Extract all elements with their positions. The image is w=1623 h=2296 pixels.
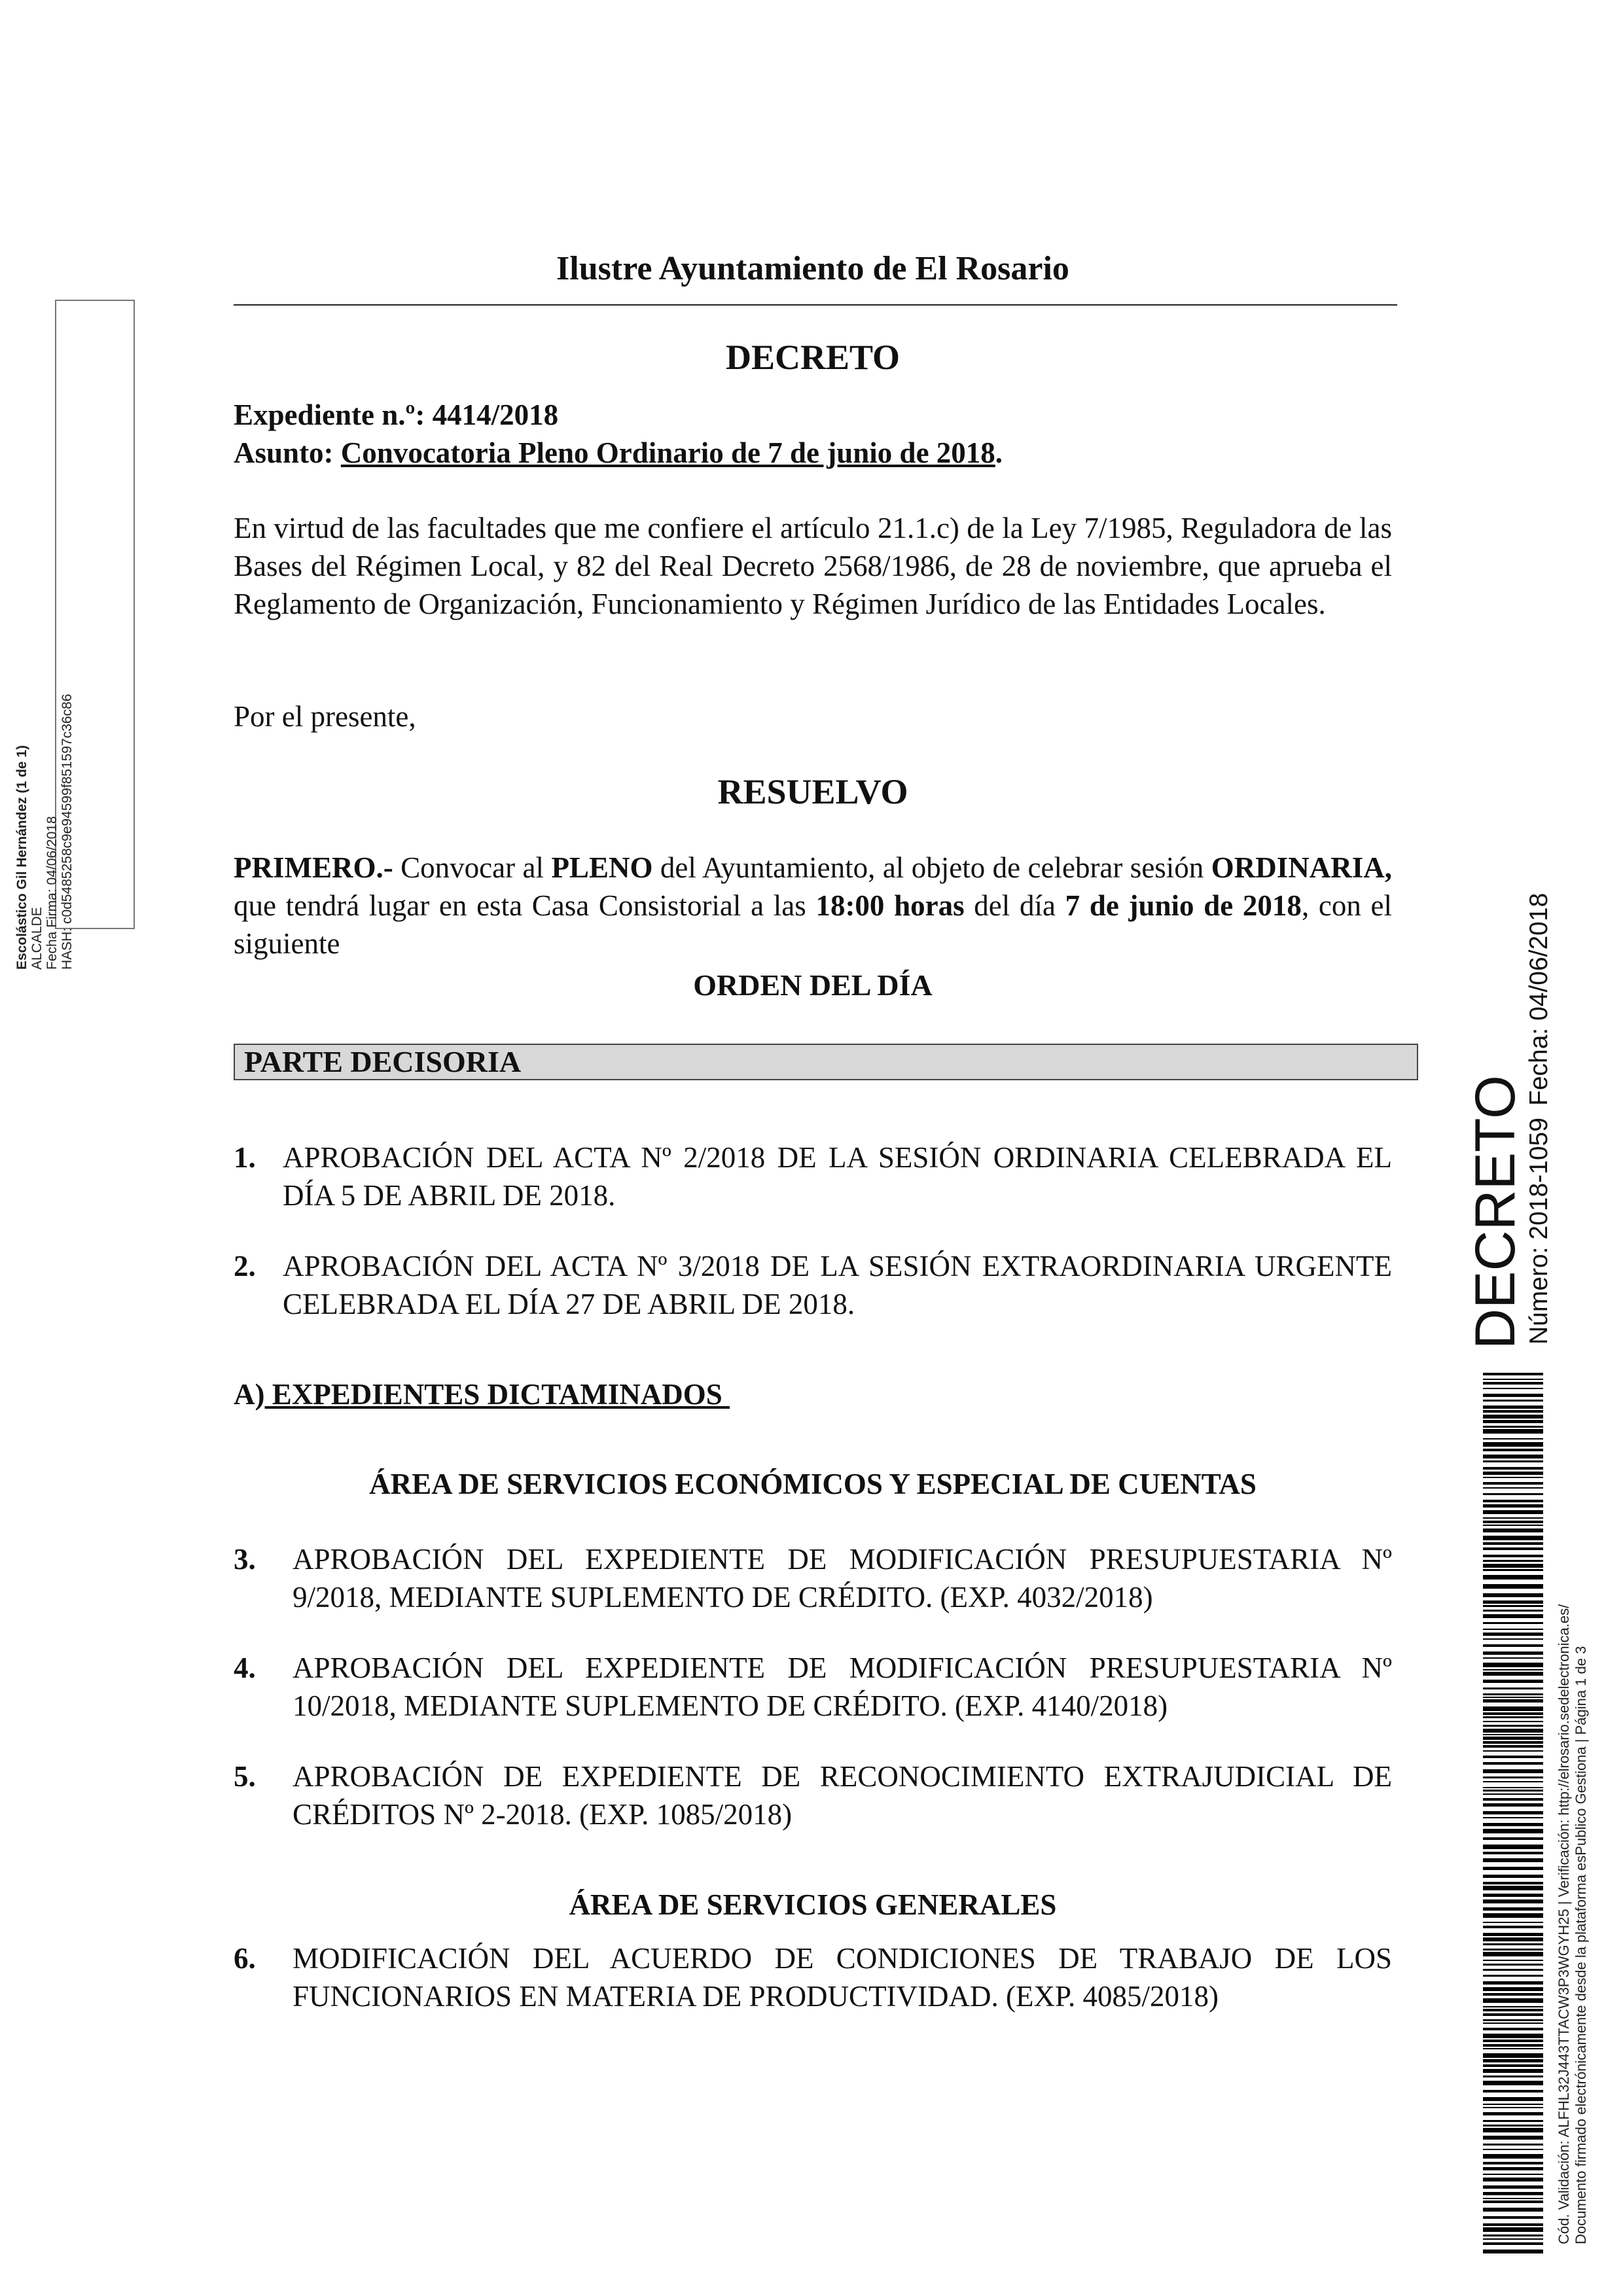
barcode-bar: [1483, 1614, 1543, 1618]
barcode-bar: [1483, 1964, 1543, 1966]
barcode-bar: [1483, 1493, 1543, 1495]
barcode-bar: [1483, 1943, 1543, 1945]
area-servicios-economicos-heading: ÁREA DE SERVICIOS ECONÓMICOS Y ESPECIAL DE CUENTAS: [369, 1468, 1257, 1500]
barcode-bar: [1483, 1926, 1543, 1928]
barcode-bar: [1483, 1798, 1543, 1801]
barcode-bar: [1483, 2019, 1543, 2021]
barcode-bar: [1483, 2223, 1543, 2226]
barcode-bar: [1483, 1913, 1543, 1918]
barcode-bar: [1483, 1741, 1543, 1744]
barcode-bar: [1483, 2048, 1543, 2049]
barcode-bar: [1483, 1657, 1543, 1659]
barcode-bar: [1483, 1762, 1543, 1765]
barcode-bar: [1483, 1803, 1543, 1807]
barcode-bar: [1483, 1410, 1543, 1413]
barcode-bar: [1483, 1610, 1543, 1612]
barcode-bar: [1483, 1442, 1543, 1447]
barcode-bar: [1483, 1922, 1543, 1923]
barcode-bar: [1483, 1593, 1543, 1597]
barcode-bar: [1483, 2167, 1543, 2170]
validation-platform-line: Documento firmado electrónicamente desde la plataforma esPublico Gestiona | Página 1 de 3: [1573, 1646, 1589, 2244]
barcode-bar: [1483, 1536, 1543, 1540]
barcode-bar: [1483, 1845, 1543, 1849]
signer-name: Escolástico Gil Hernández (1 de 1): [14, 745, 29, 970]
barcode-bar: [1483, 1729, 1543, 1733]
barcode-bar: [1483, 2174, 1543, 2175]
barcode-bar: [1483, 1975, 1543, 1977]
header-rule: [234, 304, 1397, 306]
barcode-image: [1483, 1373, 1543, 2255]
barcode-bar: [1483, 1542, 1543, 1545]
primero-hora: 18:00 horas: [815, 889, 965, 922]
barcode-bar: [1483, 1472, 1543, 1475]
stamp-date: Fecha: 04/06/2018: [1525, 892, 1553, 1106]
por-el-presente: Por el presente,: [234, 700, 416, 733]
expediente-line: [234, 396, 1392, 434]
barcode-bar: [1483, 1721, 1543, 1722]
barcode-bar: [1483, 1793, 1543, 1795]
barcode-bar: [1483, 2034, 1543, 2038]
barcode-bar: [1483, 1725, 1543, 1727]
item-number: 6.: [234, 1942, 256, 1975]
barcode-bar: [1483, 2112, 1543, 2115]
barcode-bar: [1483, 1969, 1543, 1971]
barcode-bar: [1483, 2009, 1543, 2011]
barcode-bar: [1483, 1388, 1543, 1389]
barcode-bar: [1483, 1837, 1543, 1840]
barcode-bar: [1483, 1937, 1543, 1941]
barcode-bar: [1483, 1790, 1543, 1792]
primero-text-4: del día: [964, 889, 1065, 922]
barcode-bar: [1483, 1638, 1543, 1640]
barcode-bar: [1483, 1886, 1543, 1890]
barcode-bar: [1483, 1981, 1543, 1985]
primero-text-2: del Ayuntamiento, al objeto de celebrar sesión: [652, 851, 1211, 884]
barcode-bar: [1483, 2107, 1543, 2108]
signature-hash: HASH: c0d5485258c9e94599f851597c36c86: [60, 694, 75, 970]
barcode-bar: [1483, 1933, 1543, 1936]
barcode-bar: [1483, 1644, 1543, 1647]
signature-text: [14, 694, 75, 970]
barcode-bar: [1483, 1400, 1543, 1402]
barcode-bar: [1483, 2192, 1543, 2195]
barcode-bar: [1483, 1382, 1543, 1385]
barcode-bar: [1483, 1663, 1543, 1667]
barcode-bar: [1483, 1373, 1543, 1375]
barcode-bar: [1483, 1510, 1543, 1514]
validation-code-line: Cód. Validación: ALFHL32J443TTACW3P3WGYH25 | Verificación: http://elrosario.sedelectronica.es/: [1556, 1604, 1572, 2244]
barcode-bar: [1483, 1504, 1543, 1508]
barcode-bar: [1483, 2234, 1543, 2236]
primero-text-3: que tendrá lugar en esta Casa Consistorial a las: [234, 889, 816, 922]
barcode-bar: [1483, 1952, 1543, 1956]
orden-del-dia-heading: ORDEN DEL DÍA: [693, 968, 933, 1002]
primero-label: PRIMERO.-: [234, 851, 393, 884]
barcode-bar: [1483, 2227, 1543, 2232]
barcode-bar: [1483, 2178, 1543, 2181]
barcode-bar: [1483, 1750, 1543, 1752]
agenda-item: [234, 1247, 1392, 1323]
barcode-bar: [1483, 1487, 1543, 1489]
stamp-number: Número: 2018-1059: [1525, 1118, 1553, 1345]
barcode-bar: [1483, 2154, 1543, 2159]
barcode-bar: [1483, 1555, 1543, 1557]
barcode-bar: [1483, 1769, 1543, 1773]
barcode-bar: [1483, 1734, 1543, 1735]
barcode-bar: [1483, 1547, 1543, 1550]
barcode-bar: [1483, 2149, 1543, 2150]
barcode-bar: [1483, 1651, 1543, 1655]
barcode-bar: [1483, 1949, 1543, 1951]
barcode-bar: [1483, 1438, 1543, 1439]
barcode-bar: [1483, 1867, 1543, 1870]
barcode-bar: [1483, 1584, 1543, 1589]
barcode-bar: [1483, 1745, 1543, 1748]
barcode-bar: [1483, 2120, 1543, 2122]
agenda-item: [234, 1540, 1392, 1616]
barcode-bar: [1483, 1894, 1543, 1897]
barcode-bar: [1483, 1521, 1543, 1523]
asunto-end: .: [995, 436, 1003, 469]
barcode-bar: [1483, 1987, 1543, 1991]
barcode-bar: [1483, 1560, 1543, 1562]
barcode-bar: [1483, 1477, 1543, 1478]
barcode-bar: [1483, 1394, 1543, 1397]
barcode-bar: [1483, 2162, 1543, 2164]
agenda-item: [234, 1649, 1392, 1725]
barcode-bar: [1483, 1852, 1543, 1854]
barcode-bar: [1483, 1575, 1543, 1580]
primero-fecha: 7 de junio de 2018: [1065, 889, 1302, 922]
barcode-bar: [1483, 1429, 1543, 1434]
barcode-bar: [1483, 1737, 1543, 1740]
stamp-decreto-word: DECRETO: [1464, 1075, 1527, 1349]
item-number: 5.: [234, 1760, 256, 1793]
agenda-item: [234, 1757, 1392, 1833]
barcode-bar: [1483, 1756, 1543, 1758]
municipality-header: Ilustre Ayuntamiento de El Rosario: [556, 250, 1069, 287]
barcode-bar: [1483, 1697, 1543, 1698]
signature-box: [14, 300, 135, 970]
barcode-bar: [1483, 2069, 1543, 2073]
barcode-bar: [1483, 1564, 1543, 1568]
barcode-bar: [1483, 1699, 1543, 1703]
barcode-bar: [1483, 2200, 1543, 2203]
barcode-bar: [1483, 2097, 1543, 2101]
barcode-bar: [1483, 1600, 1543, 1604]
document-type-title: DECRETO: [725, 338, 901, 377]
barcode-bar: [1483, 1776, 1543, 1778]
barcode-bar: [1483, 2081, 1543, 2085]
barcode-bar: [1483, 1449, 1543, 1451]
barcode-bar: [1483, 2044, 1543, 2047]
expediente-label: Expediente n.º:: [234, 398, 425, 431]
barcode-bar: [1483, 1629, 1543, 1630]
barcode-bar: [1483, 1379, 1543, 1380]
barcode-bar: [1483, 1823, 1543, 1826]
signature-date: Fecha Firma: 04/06/2018: [45, 816, 60, 970]
barcode-bar: [1483, 1875, 1543, 1878]
barcode-bar: [1483, 1882, 1543, 1884]
preamble-paragraph: En virtud de las facultades que me confiere el artículo 21.1.c) de la Ley 7/1985, Reguladora de las Bases del Régimen Local, y 82 del Real Decreto 2568/1986, de 28 de noviembre, que aprueba el Reglamento de Organización, Funcionamiento y Régimen Jurídico de las Entidades Locales.: [234, 512, 1392, 620]
barcode-bar: [1483, 2059, 1543, 2062]
agenda-item: [234, 1139, 1392, 1214]
barcode-bar: [1483, 1622, 1543, 1624]
primero-text-1: Convocar al: [393, 851, 552, 884]
barcode-bar: [1483, 1420, 1543, 1423]
primero-ordinaria: ORDINARIA,: [1211, 851, 1393, 884]
expediente-value: 4414/2018: [432, 398, 559, 431]
signer-role: ALCALDE: [29, 907, 45, 970]
barcode-bar: [1483, 1712, 1543, 1715]
barcode-bar: [1483, 2090, 1543, 2093]
barcode-bar: [1483, 2075, 1543, 2077]
barcode-bar: [1483, 2198, 1543, 2199]
barcode-bar: [1483, 1716, 1543, 1718]
barcode-bar: [1483, 1787, 1543, 1788]
barcode-bar: [1483, 1455, 1543, 1458]
barcode-bar: [1483, 1467, 1543, 1470]
barcode-bar: [1483, 2136, 1543, 2140]
resuelvo-heading: RESUELVO: [717, 772, 908, 811]
asunto-line: [234, 434, 1392, 472]
barcode-bar: [1483, 1415, 1543, 1419]
area-servicios-generales-heading: ÁREA DE SERVICIOS GENERALES: [569, 1888, 1057, 1921]
barcode-bar: [1483, 2185, 1543, 2189]
barcode-bar: [1483, 1680, 1543, 1683]
barcode-bar: [1483, 2040, 1543, 2042]
barcode-bar: [1483, 1672, 1543, 1676]
item-text: APROBACIÓN DEL EXPEDIENTE DE MODIFICACIÓN PRESUPUESTARIA Nº 10/2018, MEDIANTE SUPLEMENTO DE CRÉDITO. (EXP. 4140/2018): [293, 1651, 1392, 1722]
barcode-bar: [1483, 1687, 1543, 1689]
asunto-value: Convocatoria Pleno Ordinario de 7 de junio de 2018: [340, 436, 995, 469]
barcode-bar: [1483, 2104, 1543, 2105]
barcode-bar: [1483, 1781, 1543, 1782]
item-number: 3.: [234, 1543, 256, 1576]
barcode-bar: [1483, 1482, 1543, 1485]
barcode-bar: [1483, 1899, 1543, 1903]
barcode-bar: [1483, 1569, 1543, 1571]
barcode-bar: [1483, 2144, 1543, 2146]
section-a-heading: [234, 1375, 1392, 1413]
barcode-bar: [1483, 2128, 1543, 2132]
barcode-bar: [1483, 1858, 1543, 1862]
item-number: 4.: [234, 1651, 256, 1684]
barcode-bar: [1483, 2216, 1543, 2219]
barcode-bar: [1483, 1525, 1543, 1526]
barcode-bar: [1483, 1960, 1543, 1961]
barcode-bar: [1483, 1517, 1543, 1519]
item-text: APROBACIÓN DEL ACTA Nº 2/2018 DE LA SESIÓN ORDINARIA CELEBRADA EL DÍA 5 DE ABRIL DE 2018.: [283, 1141, 1392, 1212]
barcode-bar: [1483, 1993, 1543, 1996]
barcode-bar: [1483, 1829, 1543, 1833]
primero-pleno: PLENO: [551, 851, 653, 884]
asunto-label: Asunto:: [234, 436, 334, 469]
primero-text-5: , con el siguiente: [234, 889, 1393, 960]
barcode-bar: [1483, 2208, 1543, 2212]
item-text: APROBACIÓN DEL EXPEDIENTE DE MODIFICACIÓN PRESUPUESTARIA Nº 9/2018, MEDIANTE SUPLEMENTO DE CRÉDITO. (EXP. 4032/2018): [293, 1543, 1392, 1614]
barcode-bar: [1483, 1907, 1543, 1911]
item-number: 2.: [234, 1250, 256, 1282]
agenda-item: [234, 1939, 1392, 2015]
barcode-bar: [1483, 1605, 1543, 1607]
barcode-bar: [1483, 1500, 1543, 1502]
item-text: MODIFICACIÓN DEL ACUERDO DE CONDICIONES DE TRABAJO DE LOS FUNCIONARIOS EN MATERIA DE PRODUCTIVIDAD. (EXP. 4085/2018): [293, 1942, 1392, 2013]
barcode-bar: [1483, 1528, 1543, 1532]
parte-decisoria-banner: PARTE DECISORIA: [234, 1044, 1418, 1080]
section-a-prefix: A): [234, 1378, 265, 1411]
barcode-bar: [1483, 2125, 1543, 2127]
barcode-bar: [1483, 2028, 1543, 2030]
barcode-bar: [1483, 2238, 1543, 2240]
item-number: 1.: [234, 1141, 256, 1174]
barcode-bar: [1483, 1405, 1543, 1409]
barcode-bar: [1483, 2006, 1543, 2007]
barcode-bar: [1483, 1669, 1543, 1670]
item-text: APROBACIÓN DEL ACTA Nº 3/2018 DE LA SESIÓN EXTRAORDINARIA URGENTE CELEBRADA EL DÍA 27 DE ABRIL DE 2018.: [283, 1250, 1392, 1320]
barcode-bar: [1483, 2250, 1543, 2253]
barcode-bar: [1483, 2013, 1543, 2016]
barcode-bar: [1483, 1811, 1543, 1814]
barcode-bar: [1483, 1998, 1543, 2003]
barcode-bar: [1483, 1693, 1543, 1695]
barcode-bar: [1483, 2064, 1543, 2067]
primero-paragraph: [234, 849, 1392, 963]
barcode-bar: [1483, 1633, 1543, 1636]
barcode-bar: [1483, 1460, 1543, 1462]
barcode-bar: [1483, 1426, 1543, 1428]
barcode-bar: [1483, 2242, 1543, 2245]
barcode-bar: [1483, 2053, 1543, 2058]
barcode-bar: [1483, 2022, 1543, 2024]
item-text: APROBACIÓN DE EXPEDIENTE DE RECONOCIMIENTO EXTRAJUDICIAL DE CRÉDITOS Nº 2-2018. (EXP. 1085/2018): [293, 1760, 1392, 1831]
barcode-bar: [1483, 1817, 1543, 1818]
barcode-bar: [1483, 1706, 1543, 1711]
section-a-title: EXPEDIENTES DICTAMINADOS: [264, 1378, 730, 1411]
